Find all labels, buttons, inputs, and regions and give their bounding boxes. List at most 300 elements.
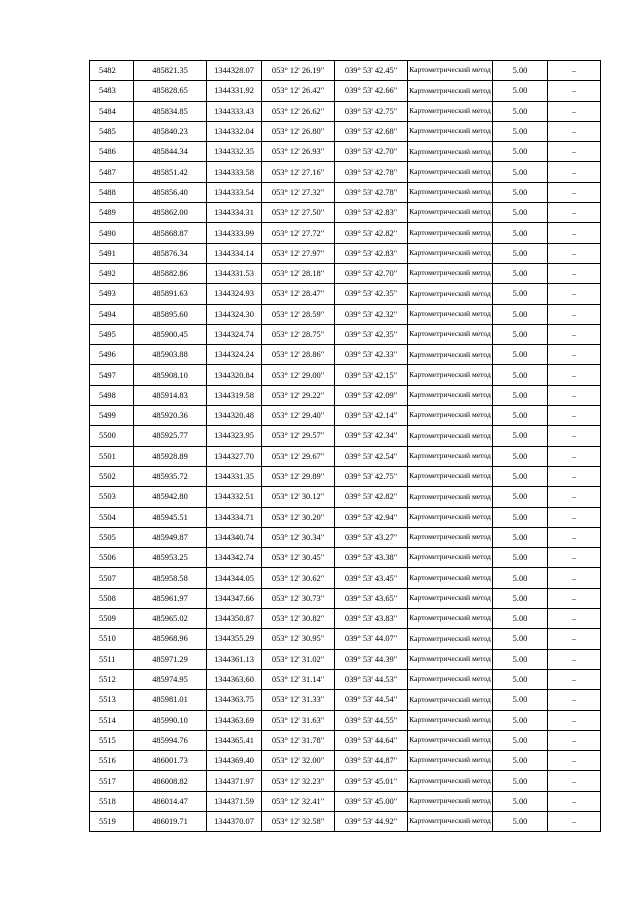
x-coordinate-cell: 486008.82 — [134, 771, 207, 791]
x-coordinate-cell: 485965.02 — [134, 609, 207, 629]
point-number-cell: 5509 — [90, 609, 134, 629]
y-coordinate-cell: 1344333.58 — [207, 162, 262, 182]
point-number-cell: 5501 — [90, 446, 134, 466]
accuracy-cell: 5.00 — [493, 426, 548, 446]
method-text: Картометрический метод — [409, 85, 491, 95]
method-cell — [408, 466, 493, 486]
latitude-cell: 053° 12' 28.18" — [262, 263, 335, 283]
longitude-cell: 039° 53' 42.75" — [335, 466, 408, 486]
latitude-cell: 053° 12' 26.93" — [262, 142, 335, 162]
x-coordinate-cell: 485882.86 — [134, 263, 207, 283]
table-row — [90, 446, 601, 466]
method-text: Картометрический метод — [409, 329, 491, 339]
y-coordinate-cell: 1344327.70 — [207, 446, 262, 466]
point-number-cell: 5518 — [90, 791, 134, 811]
point-number-cell: 5504 — [90, 507, 134, 527]
note-cell: – — [548, 304, 601, 324]
latitude-cell: 053° 12' 30.95" — [262, 629, 335, 649]
latitude-cell: 053° 12' 28.86" — [262, 345, 335, 365]
y-coordinate-cell: 1344332.35 — [207, 142, 262, 162]
y-coordinate-cell: 1344363.69 — [207, 710, 262, 730]
table-row — [90, 710, 601, 730]
longitude-cell: 039° 53' 42.14" — [335, 406, 408, 426]
y-coordinate-cell: 1344342.74 — [207, 548, 262, 568]
accuracy-cell: 5.00 — [493, 284, 548, 304]
latitude-cell: 053° 12' 30.34" — [262, 527, 335, 547]
table-row — [90, 284, 601, 304]
point-number-cell: 5482 — [90, 61, 134, 81]
longitude-cell: 039° 53' 42.78" — [335, 182, 408, 202]
note-cell: – — [548, 751, 601, 771]
x-coordinate-cell: 485844.34 — [134, 142, 207, 162]
table-row — [90, 345, 601, 365]
point-number-cell: 5488 — [90, 182, 134, 202]
y-coordinate-cell: 1344324.30 — [207, 304, 262, 324]
note-cell: – — [548, 771, 601, 791]
note-cell: – — [548, 121, 601, 141]
table-row — [90, 304, 601, 324]
accuracy-cell: 5.00 — [493, 263, 548, 283]
note-cell: – — [548, 507, 601, 527]
longitude-cell: 039° 53' 44.55" — [335, 710, 408, 730]
method-text: Картометрический метод — [409, 796, 491, 806]
method-cell — [408, 263, 493, 283]
x-coordinate-cell: 486019.71 — [134, 811, 207, 831]
longitude-cell: 039° 53' 42.45" — [335, 61, 408, 81]
accuracy-cell: 5.00 — [493, 81, 548, 101]
longitude-cell: 039° 53' 44.54" — [335, 690, 408, 710]
method-text: Картометрический метод — [409, 248, 491, 258]
longitude-cell: 039° 53' 42.66" — [335, 81, 408, 101]
table-row — [90, 568, 601, 588]
point-number-cell: 5516 — [90, 751, 134, 771]
y-coordinate-cell: 1344328.07 — [207, 61, 262, 81]
latitude-cell: 053° 12' 29.22" — [262, 385, 335, 405]
table-row — [90, 771, 601, 791]
point-number-cell: 5505 — [90, 527, 134, 547]
longitude-cell: 039° 53' 44.87" — [335, 751, 408, 771]
note-cell: – — [548, 811, 601, 831]
method-text: Картометрический метод — [409, 288, 491, 298]
accuracy-cell: 5.00 — [493, 182, 548, 202]
note-cell: – — [548, 203, 601, 223]
x-coordinate-cell: 485908.10 — [134, 365, 207, 385]
point-number-cell: 5515 — [90, 730, 134, 750]
longitude-cell: 039° 53' 42.09" — [335, 385, 408, 405]
latitude-cell: 053° 12' 27.16" — [262, 162, 335, 182]
point-number-cell: 5519 — [90, 811, 134, 831]
point-number-cell: 5494 — [90, 304, 134, 324]
method-text: Картометрический метод — [409, 491, 491, 501]
table-row — [90, 365, 601, 385]
method-cell — [408, 81, 493, 101]
method-text: Картометрический метод — [409, 126, 491, 136]
longitude-cell: 039° 53' 42.15" — [335, 365, 408, 385]
y-coordinate-cell: 1344334.14 — [207, 243, 262, 263]
note-cell: – — [548, 629, 601, 649]
y-coordinate-cell: 1344370.07 — [207, 811, 262, 831]
point-number-cell: 5483 — [90, 81, 134, 101]
method-text: Картометрический метод — [409, 450, 491, 460]
accuracy-cell: 5.00 — [493, 345, 548, 365]
y-coordinate-cell: 1344331.53 — [207, 263, 262, 283]
point-number-cell: 5510 — [90, 629, 134, 649]
point-number-cell: 5497 — [90, 365, 134, 385]
point-number-cell: 5496 — [90, 345, 134, 365]
latitude-cell: 053° 12' 29.89" — [262, 466, 335, 486]
method-cell — [408, 811, 493, 831]
table-row — [90, 609, 601, 629]
note-cell: – — [548, 649, 601, 669]
table-row — [90, 629, 601, 649]
y-coordinate-cell: 1344323.95 — [207, 426, 262, 446]
table-row — [90, 101, 601, 121]
x-coordinate-cell: 485968.96 — [134, 629, 207, 649]
method-cell — [408, 345, 493, 365]
x-coordinate-cell: 485840.23 — [134, 121, 207, 141]
accuracy-cell: 5.00 — [493, 223, 548, 243]
accuracy-cell: 5.00 — [493, 243, 548, 263]
accuracy-cell: 5.00 — [493, 203, 548, 223]
note-cell: – — [548, 263, 601, 283]
longitude-cell: 039° 53' 42.68" — [335, 121, 408, 141]
method-cell — [408, 751, 493, 771]
method-text: Картометрический метод — [409, 633, 491, 643]
note-cell: – — [548, 223, 601, 243]
method-cell — [408, 588, 493, 608]
x-coordinate-cell: 486014.47 — [134, 791, 207, 811]
y-coordinate-cell: 1344324.93 — [207, 284, 262, 304]
note-cell: – — [548, 730, 601, 750]
y-coordinate-cell: 1344371.59 — [207, 791, 262, 811]
x-coordinate-cell: 485994.76 — [134, 730, 207, 750]
note-cell: – — [548, 406, 601, 426]
x-coordinate-cell: 485953.25 — [134, 548, 207, 568]
x-coordinate-cell: 485961.97 — [134, 588, 207, 608]
table-row — [90, 811, 601, 831]
method-cell — [408, 385, 493, 405]
x-coordinate-cell: 485942.80 — [134, 487, 207, 507]
latitude-cell: 053° 12' 28.47" — [262, 284, 335, 304]
method-cell — [408, 101, 493, 121]
accuracy-cell: 5.00 — [493, 629, 548, 649]
note-cell: – — [548, 243, 601, 263]
y-coordinate-cell: 1344333.99 — [207, 223, 262, 243]
note-cell: – — [548, 385, 601, 405]
latitude-cell: 053° 12' 26.19" — [262, 61, 335, 81]
method-text: Картометрический метод — [409, 511, 491, 521]
latitude-cell: 053° 12' 31.02" — [262, 649, 335, 669]
longitude-cell: 039° 53' 42.83" — [335, 243, 408, 263]
point-number-cell: 5493 — [90, 284, 134, 304]
x-coordinate-cell: 485971.29 — [134, 649, 207, 669]
accuracy-cell: 5.00 — [493, 730, 548, 750]
method-text: Картометрический метод — [409, 227, 491, 237]
y-coordinate-cell: 1344333.43 — [207, 101, 262, 121]
accuracy-cell: 5.00 — [493, 588, 548, 608]
latitude-cell: 053° 12' 27.32" — [262, 182, 335, 202]
accuracy-cell: 5.00 — [493, 771, 548, 791]
accuracy-cell: 5.00 — [493, 710, 548, 730]
accuracy-cell: 5.00 — [493, 751, 548, 771]
point-number-cell: 5517 — [90, 771, 134, 791]
x-coordinate-cell: 485914.83 — [134, 385, 207, 405]
latitude-cell: 053° 12' 32.23" — [262, 771, 335, 791]
note-cell: – — [548, 609, 601, 629]
note-cell: – — [548, 162, 601, 182]
method-cell — [408, 548, 493, 568]
accuracy-cell: 5.00 — [493, 548, 548, 568]
method-text: Картометрический метод — [409, 349, 491, 359]
longitude-cell: 039° 53' 42.70" — [335, 142, 408, 162]
table-row — [90, 730, 601, 750]
latitude-cell: 053° 12' 30.62" — [262, 568, 335, 588]
latitude-cell: 053° 12' 32.58" — [262, 811, 335, 831]
table-row — [90, 588, 601, 608]
note-cell: – — [548, 791, 601, 811]
point-number-cell: 5490 — [90, 223, 134, 243]
longitude-cell: 039° 53' 42.33" — [335, 345, 408, 365]
method-text: Картометрический метод — [409, 166, 491, 176]
latitude-cell: 053° 12' 32.00" — [262, 751, 335, 771]
longitude-cell: 039° 53' 42.54" — [335, 446, 408, 466]
note-cell: – — [548, 324, 601, 344]
y-coordinate-cell: 1344334.31 — [207, 203, 262, 223]
y-coordinate-cell: 1344334.71 — [207, 507, 262, 527]
longitude-cell: 039° 53' 43.83" — [335, 609, 408, 629]
note-cell: – — [548, 588, 601, 608]
accuracy-cell: 5.00 — [493, 568, 548, 588]
table-row — [90, 527, 601, 547]
latitude-cell: 053° 12' 31.63" — [262, 710, 335, 730]
x-coordinate-cell: 485862.00 — [134, 203, 207, 223]
y-coordinate-cell: 1344344.05 — [207, 568, 262, 588]
table-row — [90, 121, 601, 141]
latitude-cell: 053° 12' 28.59" — [262, 304, 335, 324]
method-text: Картометрический метод — [409, 816, 491, 826]
table-row — [90, 385, 601, 405]
method-cell — [408, 629, 493, 649]
latitude-cell: 053° 12' 31.33" — [262, 690, 335, 710]
longitude-cell: 039° 53' 44.39" — [335, 649, 408, 669]
method-cell — [408, 527, 493, 547]
y-coordinate-cell: 1344347.66 — [207, 588, 262, 608]
method-text: Картометрический метод — [409, 268, 491, 278]
y-coordinate-cell: 1344331.92 — [207, 81, 262, 101]
note-cell: – — [548, 527, 601, 547]
note-cell: – — [548, 487, 601, 507]
method-cell — [408, 730, 493, 750]
y-coordinate-cell: 1344371.97 — [207, 771, 262, 791]
method-cell — [408, 203, 493, 223]
longitude-cell: 039° 53' 42.35" — [335, 284, 408, 304]
point-number-cell: 5495 — [90, 324, 134, 344]
longitude-cell: 039° 53' 42.70" — [335, 263, 408, 283]
longitude-cell: 039° 53' 44.92" — [335, 811, 408, 831]
method-cell — [408, 223, 493, 243]
longitude-cell: 039° 53' 42.78" — [335, 162, 408, 182]
x-coordinate-cell: 485895.60 — [134, 304, 207, 324]
method-cell — [408, 426, 493, 446]
y-coordinate-cell: 1344333.54 — [207, 182, 262, 202]
method-cell — [408, 284, 493, 304]
latitude-cell: 053° 12' 26.80" — [262, 121, 335, 141]
method-cell — [408, 690, 493, 710]
method-cell — [408, 669, 493, 689]
accuracy-cell: 5.00 — [493, 507, 548, 527]
longitude-cell: 039° 53' 45.00" — [335, 791, 408, 811]
method-cell — [408, 568, 493, 588]
longitude-cell: 039° 53' 42.32" — [335, 304, 408, 324]
longitude-cell: 039° 53' 42.34" — [335, 426, 408, 446]
method-cell — [408, 121, 493, 141]
method-text: Картометрический метод — [409, 572, 491, 582]
table-row — [90, 791, 601, 811]
note-cell: – — [548, 182, 601, 202]
x-coordinate-cell: 485990.10 — [134, 710, 207, 730]
note-cell: – — [548, 690, 601, 710]
latitude-cell: 053° 12' 29.00" — [262, 365, 335, 385]
note-cell: – — [548, 426, 601, 446]
table-row — [90, 426, 601, 446]
y-coordinate-cell: 1344320.84 — [207, 365, 262, 385]
table-row — [90, 324, 601, 344]
accuracy-cell: 5.00 — [493, 121, 548, 141]
accuracy-cell: 5.00 — [493, 162, 548, 182]
x-coordinate-cell: 485949.87 — [134, 527, 207, 547]
note-cell: – — [548, 669, 601, 689]
table-row — [90, 690, 601, 710]
longitude-cell: 039° 53' 44.53" — [335, 669, 408, 689]
accuracy-cell: 5.00 — [493, 324, 548, 344]
accuracy-cell: 5.00 — [493, 487, 548, 507]
method-text: Картометрический метод — [409, 308, 491, 318]
longitude-cell: 039° 53' 43.65" — [335, 588, 408, 608]
latitude-cell: 053° 12' 29.40" — [262, 406, 335, 426]
point-number-cell: 5512 — [90, 669, 134, 689]
method-text: Картометрический метод — [409, 674, 491, 684]
table-row — [90, 203, 601, 223]
method-cell — [408, 304, 493, 324]
table-row — [90, 487, 601, 507]
x-coordinate-cell: 485900.45 — [134, 324, 207, 344]
x-coordinate-cell: 485851.42 — [134, 162, 207, 182]
longitude-cell: 039° 53' 43.45" — [335, 568, 408, 588]
y-coordinate-cell: 1344350.87 — [207, 609, 262, 629]
longitude-cell: 039° 53' 42.75" — [335, 101, 408, 121]
method-text: Картометрический метод — [409, 187, 491, 197]
y-coordinate-cell: 1344332.51 — [207, 487, 262, 507]
x-coordinate-cell: 485891.63 — [134, 284, 207, 304]
accuracy-cell: 5.00 — [493, 609, 548, 629]
longitude-cell: 039° 53' 42.94" — [335, 507, 408, 527]
x-coordinate-cell: 485876.34 — [134, 243, 207, 263]
y-coordinate-cell: 1344363.75 — [207, 690, 262, 710]
table-body — [90, 61, 601, 832]
accuracy-cell: 5.00 — [493, 385, 548, 405]
x-coordinate-cell: 485981.01 — [134, 690, 207, 710]
x-coordinate-cell: 485935.72 — [134, 466, 207, 486]
point-number-cell: 5499 — [90, 406, 134, 426]
longitude-cell: 039° 53' 42.35" — [335, 324, 408, 344]
method-cell — [408, 609, 493, 629]
latitude-cell: 053° 12' 29.57" — [262, 426, 335, 446]
longitude-cell: 039° 53' 44.64" — [335, 730, 408, 750]
point-number-cell: 5511 — [90, 649, 134, 669]
latitude-cell: 053° 12' 30.45" — [262, 548, 335, 568]
method-cell — [408, 365, 493, 385]
note-cell: – — [548, 101, 601, 121]
x-coordinate-cell: 485828.65 — [134, 81, 207, 101]
x-coordinate-cell: 485834.85 — [134, 101, 207, 121]
accuracy-cell: 5.00 — [493, 669, 548, 689]
method-cell — [408, 243, 493, 263]
method-text: Картометрический метод — [409, 613, 491, 623]
note-cell: – — [548, 710, 601, 730]
latitude-cell: 053° 12' 30.73" — [262, 588, 335, 608]
x-coordinate-cell: 485920.36 — [134, 406, 207, 426]
x-coordinate-cell: 485925.77 — [134, 426, 207, 446]
method-cell — [408, 324, 493, 344]
latitude-cell: 053° 12' 30.82" — [262, 609, 335, 629]
note-cell: – — [548, 284, 601, 304]
accuracy-cell: 5.00 — [493, 406, 548, 426]
table-row — [90, 548, 601, 568]
point-number-cell: 5500 — [90, 426, 134, 446]
y-coordinate-cell: 1344332.04 — [207, 121, 262, 141]
table-row — [90, 263, 601, 283]
latitude-cell: 053° 12' 27.50" — [262, 203, 335, 223]
point-number-cell: 5503 — [90, 487, 134, 507]
point-number-cell: 5502 — [90, 466, 134, 486]
method-text: Картометрический метод — [409, 653, 491, 663]
note-cell: – — [548, 345, 601, 365]
point-number-cell: 5491 — [90, 243, 134, 263]
x-coordinate-cell: 485928.89 — [134, 446, 207, 466]
accuracy-cell: 5.00 — [493, 527, 548, 547]
method-text: Картометрический метод — [409, 207, 491, 217]
table-row — [90, 243, 601, 263]
table-row — [90, 466, 601, 486]
latitude-cell: 053° 12' 26.42" — [262, 81, 335, 101]
x-coordinate-cell: 485958.58 — [134, 568, 207, 588]
method-cell — [408, 649, 493, 669]
note-cell: – — [548, 61, 601, 81]
accuracy-cell: 5.00 — [493, 811, 548, 831]
point-number-cell: 5508 — [90, 588, 134, 608]
x-coordinate-cell: 485903.88 — [134, 345, 207, 365]
accuracy-cell: 5.00 — [493, 446, 548, 466]
method-text: Картометрический метод — [409, 714, 491, 724]
y-coordinate-cell: 1344324.74 — [207, 324, 262, 344]
accuracy-cell: 5.00 — [493, 466, 548, 486]
y-coordinate-cell: 1344324.24 — [207, 345, 262, 365]
method-text: Картометрический метод — [409, 694, 491, 704]
method-text: Картометрический метод — [409, 146, 491, 156]
latitude-cell: 053° 12' 32.41" — [262, 791, 335, 811]
point-number-cell: 5514 — [90, 710, 134, 730]
longitude-cell: 039° 53' 43.27" — [335, 527, 408, 547]
note-cell: – — [548, 365, 601, 385]
point-number-cell: 5513 — [90, 690, 134, 710]
point-number-cell: 5486 — [90, 142, 134, 162]
x-coordinate-cell: 485945.51 — [134, 507, 207, 527]
y-coordinate-cell: 1344331.35 — [207, 466, 262, 486]
latitude-cell: 053° 12' 29.67" — [262, 446, 335, 466]
method-cell — [408, 406, 493, 426]
method-cell — [408, 791, 493, 811]
latitude-cell: 053° 12' 27.72" — [262, 223, 335, 243]
